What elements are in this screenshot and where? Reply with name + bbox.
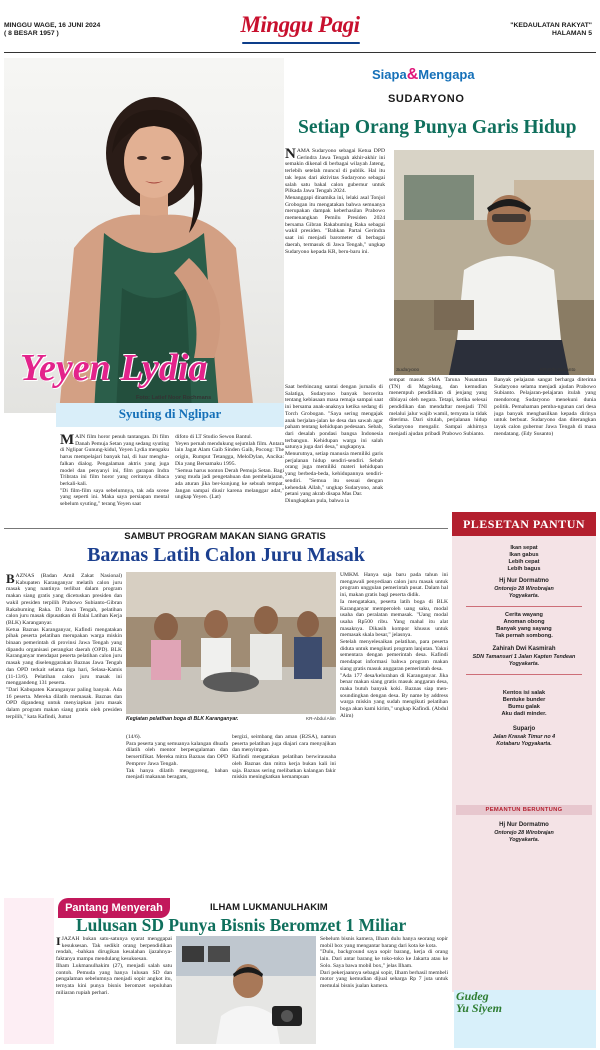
pantun-author-name: Hj Nur Dormatmo: [499, 578, 549, 584]
baznas-dropcap: B: [6, 573, 15, 586]
baznas-col1-text: AZNAS (Badan Amil Zakat Nasional) Kabupaten Karanganyar melatih calon juru masak yang nantinya terlibat dalam program makan siang gratis yang dicetuskan presiden dan wakil presiden terpilih Prabowo Subianto-Gibran Rakabuming Raka. Di Jawa Tengah, pelatihan calon juru masak dipusatkan di Balai Latihan Kerja (BLK) Karanganyar. Ketua Baznas Karanganyar, Kafindi mengatakan pihak peserta pelatihan merupakan warga miskin binaan pemerintah di provinsi Jawa Tengah yang dipandu organisasi perangkat daerah (OPD). BLK Karanganyar mendapat peserta pelatihan calon juru masak yang diselenggarakan Baznas Jawa Tengah dan OPD terkait selama tiga hari, Selasa-Kamis (11-13/6). Pelatihan calon juru masak ini menggandeng 131 peserta. "Dari Kabupaten Karanganyar paling banyak. Ada 16 peserta. Mereka dilatih memasak. Baznas dan OPD digandeng untuk menyiapkan juru masak dalam program makan siang gratis oleh presiden terpilih," kata Kafindi, Jumat: [6, 573, 122, 720]
baznas-article-col4: UMKM. Hanya saja baru pada tahun ini mengawali penyediaan calon juru masak untuk program unggulan pemerintah pusat. Dalam hal ini, makan gratis bagi peserta didik. Ia mengatakan, peserta latih boga di BLK Karanganyar memperoleh uang saku, modal usaha dan peralatan memasak. "Uang modal usaha Rp500 ribu. Yang mahal itu alat masaknya. Dikasih kompor khusus untuk memasak skala besar," jelasnya. Setelah menyelesaikan pelatihan, para peserta diduta untuk mengikuti program lanjutan. Yakni sementara dengan pemerintah desa. Kafindi mendapat informasi bahwa program makan siang gratis masuk anggaran pemerintah desa. "Ada 177 desa/kelurahan di Karanganyar. Jika benar makan siang gratis masuk anggaran desa, maka butuh banyak koki. Baznas siap men-soundingkan dengan desa. By name by address warga miskin yang sudah mengikuti pelatihan boga akan kami kirim," ungkap Kafindi. (Abdul Alim): [340, 572, 448, 719]
gudeg-title-line2: Yu Siyem: [456, 1001, 502, 1015]
edition-date: [4, 22, 100, 38]
sudaryono-name: SUDARYONO: [388, 93, 465, 105]
baznas-training-photo: [126, 572, 336, 714]
yeyen-headline: Syuting di Nglipar: [118, 406, 222, 421]
pantun-verse: Cerita wayang Anoman obong Banyak yang sayang Tak pernah sombong.: [495, 612, 553, 639]
pantun-author-name: Zahirah Dwi Kasmirah: [492, 646, 556, 652]
section-label-siapa-mengapa: [372, 66, 475, 84]
ampersand-label: &: [406, 66, 419, 83]
sudaryono-col1-text: AMA Sudaryono sebagai Ketua DPD Gerindra Jawa Tengah akhir-akhir ini semakin dikenal di berbagai wilayah Jateng, terlebih setelah muncul di publik. Hal itu tak lepas dari aktivitas Sudaryono sebagai salah satu bakal calon gubernur untuk Pilkada Jawa Tengah 2024. Menanggapi dinamika ini, lelaki asal Tonjol Grobogan itu mengatakan bahwa semuanya merupakan dampak keberhasilan Prabowo memenangkan Pemilu Presiden 2024 bersama Gibran Rakabuming Raka sebagai wakil presiden. "Bahkan Partai Gerindra saat ini menjadi barometer di berbagai daerah, termasuk di Jawa Tengah," ungkap Sudaryono kepada KR, beru-baru ini.: [285, 148, 385, 255]
baznas-article-col1: [6, 573, 122, 896]
pantun-author-address: Jalan Krasak Timur no 4 Kotabaru Yogyakarta.: [492, 734, 556, 747]
baznas-headline: Baznas Latih Calon Juru Masak: [87, 544, 365, 566]
sudaryono-photo: [394, 150, 594, 375]
sudaryono-article-col4: Banyak pelajaran sangat berharga diterima Sudaryono selama menjadi ajudan Prabowo Subianto. Pelajaran-pelajaran itulah yang mendorong Sudaryono menekuni dunia politik. Pemahaman pemba-ngunan cari desa juga banyak menghasilkan kepada dirinya untuk berbuat. Sudaryono dan diterangkan layak calon gubernur Jawa Tengah di masa mendatang. (Edy Susanto): [494, 377, 596, 437]
logo-underline: [242, 42, 360, 44]
edition-motto: "KEDAULATAN RAKYAT": [510, 22, 592, 29]
edition-date-line2: ( 8 BESAR 1957 ): [4, 30, 59, 37]
sudaryono-headline: Setiap Orang Punya Garis Hidup: [298, 117, 577, 138]
page-number: HALAMAN 5: [551, 30, 592, 37]
sudaryono-photo-caption: Sudaryono: [396, 368, 420, 373]
gudeg-comic-title: [456, 990, 502, 1014]
yeyen-article-col2: difoto di LT Studio Sewon Bantul. Yeyen pernah mendukung sejumlah film. Antara lain Jagat Alam Gaib Sinden Gaib, Pocong: The origin, Rumput Tetangga, MeloDylan, Ancika: Dia yang Bersamaku 1995. "Semua harus nonton Derah Pemuja Setan. Bagi yang muda jadi pengetahuan dan pembelajaran, ada aturan jika ber-kunjung ke sebuah tempat. Jangan sampai diusir karena melanggar adat," ungkap Yeyen. (Lat): [175, 434, 284, 501]
ilham-photo: [176, 936, 316, 1044]
baznas-article-col2: (14/6). Para peserta yang semuanya kalangan dhuafa dilatih oleh mentor berpengalaman dan bersertifikat. Mereka mitra Baznas dan OPD Pemprov Jawa Tengah. Tak hanya dilatih menggoreng, bahan menjadi makanan beragam,: [126, 734, 228, 781]
gudeg-title-line1: Gudeg: [456, 989, 489, 1003]
pantun-author-address: SDN Tamansari 1 Jalan Kapten Tendean Yogyakarta.: [472, 654, 576, 667]
sudaryono-article-col2: Saat berbincang santai dengan jurnalis di Salatiga, Sudaryono banyak bercerita tentang kebiasaan masa remaja sampai saat ini bersama anak-anaknya ketika sedang di Torch Grobogan. "Saya sering mengajak anak berjalan-jalan ke desa dan sawah agar paham tentang kehidupan pedesaan. Sebab, dari desalah pondasi bangsa Indonesia terbangun. Kehidupan warga ini salah satunya juga dari desa," ungkapnya. Menurutnya, setiap manusia memiliki garis perjalanan hidup sendiri-sendiri. Sebab orang juga memiliki materi kehidupan yang berbeda-beda, kehidupannya sendiri-sendiri. "Semua itu sesuai dengan kehendak Allah," ungkap Sudaryono, anak petani yang akrab disapa Mas Dar. Diungkapkan pula, bahwa ia: [285, 384, 383, 504]
pantun-divider: [466, 606, 582, 607]
ilham-headline: Lulusan SD Punya Bisnis Beromzet 1 Miliar: [76, 915, 407, 935]
ilham-col1-text: JAZAH bukan satu-satunya syarat menggapai kesuksesan. Tak sedikit orang berpendidikan rendah, -bahkan dirugikan kesalahan ijazahnya- faktanya mampu mendulang kesuksesan. Ilham Lukmanulhakim (27), menjadi salah satu contoh. Pemuda yang hanya lulusan SD dan pengalaman sebelumnya menjadi sopir angkot itu, ternyata kini punya bisnis beromzet sepuluhan miliaran rupiah perhari.: [56, 936, 172, 996]
baznas-photo-caption: Kegiatan pelatihan boga di BLK Karanganyar.: [126, 716, 239, 722]
edition-date-line1: MINGGU WAGE, 16 JUNI 2024: [4, 22, 101, 29]
baznas-kicker: SAMBUT PROGRAM MAKAN SIANG GRATIS: [124, 531, 326, 542]
sudaryono-photo-credit: KR-Edy Susanto: [540, 368, 576, 373]
cooking-training-illustration: [126, 572, 336, 714]
pantun-title: PLESETAN PANTUN: [452, 512, 596, 536]
yeyen-article-col1: [60, 434, 169, 530]
ilham-side-panel: [4, 898, 54, 1044]
pantun-verse: Ikan sepat Ikan gabus Lebih cepat Lebih bagus: [507, 545, 541, 572]
man-seated-illustration: [394, 150, 594, 375]
pantun-panel: [452, 512, 596, 992]
siapa-label: Siapa: [372, 67, 407, 82]
sudaryono-article-col3: sempat masuk SMA Taruna Nusantara (TN) di Magelang, dan kemudian menempuh pendidikan di jenjang yang dibiayai oleh negara. Tetapi, ketika selesai pendidikan dan mendaftar menjadi TNI melalui jalur wajib wamil, ternyata ia tidak diterima. Dari situlah, perjalanan hidup Sudaryono mengalir. Sampai akhirnya menjadi ajudan pribadi Prabowo Subianto.: [389, 377, 487, 437]
edition-info: [510, 22, 592, 38]
pantun-winner-name: Hj Nur Dormatmo: [499, 822, 549, 828]
sudaryono-dropcap: N: [285, 148, 296, 162]
yeyen-dropcap: M: [60, 434, 75, 448]
pantun-author-name: Suparjo: [512, 726, 536, 732]
baznas-divider: [4, 528, 448, 529]
pantang-menyerah-tag: Pantang Menyerah: [58, 898, 170, 918]
pantun-divider: [466, 674, 582, 675]
pantun-winner-label: PEMANTUN BERUNTUNG: [456, 805, 592, 815]
yeyen-photo-credit: Foto: Latief Noor Rochmans: [136, 395, 212, 401]
baznas-photo-credit: KR-Abdul Alim: [306, 716, 336, 721]
yeyen-col1-text: AIN film horor penuh tantangan. Di film Danah Pemuja Setan yang sedang syuting di Nglipar Gunung-kidul, Yeyen Lydia mengaku harus mempelajari banyak hal, di luar mengha-falkan dialog. Pengalaman aktris yang juga model dan penyanyi ini, film garapan Indra Tribrata ini film horor yang ceritanya dibaca berkali-kali. "Di film-film saya sebelumnya, tak ada scene yang seperti ini. Maka saya persiapan mental sebelum syuting," terang Yeyen saat: [60, 434, 169, 508]
ilham-article-col1: [56, 936, 172, 1046]
pantun-verse: Kentos isi salak Bentuke bunder Bumu galak Aku dadi minder.: [501, 690, 547, 717]
masthead-divider: [4, 52, 596, 53]
newspaper-logo: Minggu Pagi: [240, 12, 360, 37]
ilham-name: ILHAM LUKMANULHAKIM: [210, 902, 328, 913]
ilham-dropcap: I: [56, 936, 61, 948]
baznas-article-col3: bergizi, seimbang dan aman (B2SA), namun peserta pelatihan juga diajari cara menyajikan dan menyimpan. Kafindi mengatakan pelatihan berwirausaha oleh Baznas dan mitra kerja bukan kali ini saja. Baznas sering melibatkan kalangan fakir miskin meningkatkan kemampuan: [232, 734, 336, 781]
mengapa-label: Mengapa: [418, 67, 475, 82]
yeyen-name-title: Yeyen Lydia: [20, 347, 208, 389]
man-with-cameras-illustration: [176, 936, 316, 1044]
pantun-author-address: Ontorejo 28 Wirobrajan Yogyakarta.: [494, 586, 554, 599]
sudaryono-article-col1: [285, 148, 385, 380]
yeyen-article-body: [60, 434, 284, 530]
ilham-article-col3: Sebelum bisnis kamera, Ilham dulu hanya seorang sopir mobil box yang mengantar barang dari kota ke kota. "Dulu, background saya sopir barang, kerja di orang lain. Dari antar barang ke toko-toko ke Jakarta atau ke Solo. Saya bawa mobil box," jelas Ilham. Dari pekerjaannya sebagai sopir, Ilham berhasil membeli motor yang kemudian dijual seharga Rp 7 juta untuk memulai bisnis jualan kamera.: [320, 936, 448, 989]
pantun-winner-address: Ontorejo 28 Wirobrajan Yogyakarta.: [494, 830, 554, 843]
